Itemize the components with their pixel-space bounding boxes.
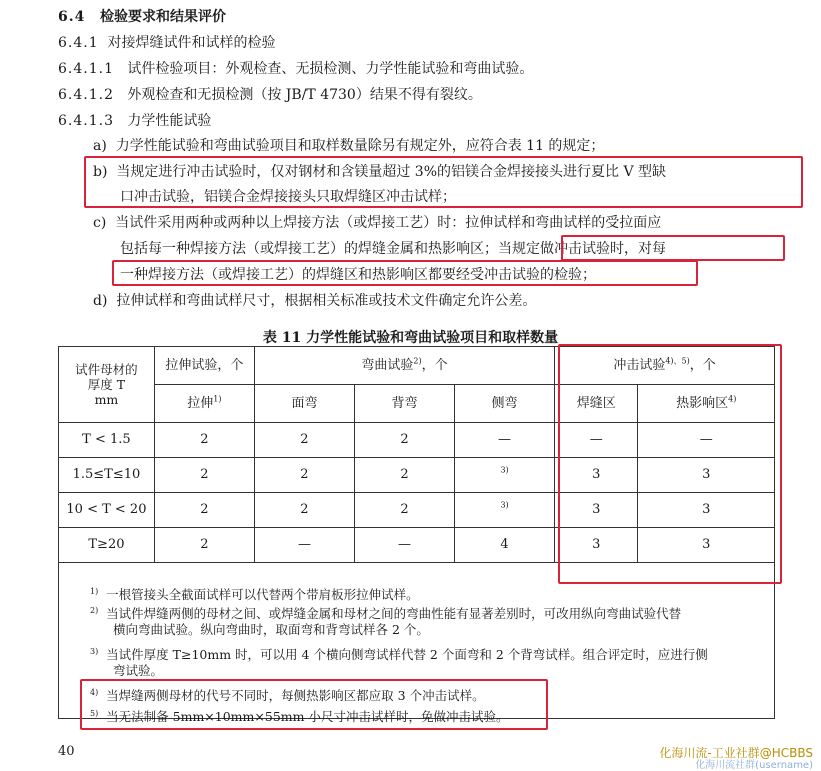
- cell-tensile: 2: [154, 423, 254, 458]
- item-label: d): [93, 293, 108, 309]
- cell-thickness: 10 < T < 20: [59, 493, 155, 528]
- cell-thickness: T≥20: [59, 528, 155, 563]
- cell-side-value: —: [498, 432, 512, 447]
- cell-haz: 3: [638, 528, 775, 563]
- page-number: 40: [58, 744, 75, 759]
- clause-text: 对接焊缝试件和试样的检验: [107, 35, 276, 51]
- cell-weld: 3: [555, 493, 638, 528]
- cell-haz: —: [638, 423, 775, 458]
- cell-weld: 3: [555, 458, 638, 493]
- header-bend-text: 弯曲试验: [361, 357, 414, 373]
- section-title: 检验要求和结果评价: [99, 9, 226, 25]
- clause-text: 试件检验项目：外观检查、无损检测、力学性能试验和弯曲试验。: [127, 61, 534, 77]
- item-text-highlight: 当规定做冲击试验时，对每: [498, 241, 666, 257]
- footnote-mark: 1): [90, 587, 99, 596]
- header-tensile-text: 拉伸: [187, 395, 214, 411]
- footnote-1: [90, 584, 419, 603]
- header-tensile-group: 拉伸试验，个: [154, 347, 254, 385]
- footnote-ref: 4): [728, 394, 737, 404]
- item-text: 当规定进行冲击试验时，仅对钢材和含镁量超过 3%的铝镁合金焊接接头进行夏比 V 型缺: [116, 164, 667, 180]
- footnote-3: [90, 644, 708, 663]
- cell-weld: —: [555, 423, 638, 458]
- clause-6-4-1: [58, 34, 276, 52]
- item-text: 拉伸试样和弯曲试样尺寸，根据相关标准或技术文件确定允许公差。: [116, 293, 537, 309]
- cell-face: 2: [254, 423, 354, 458]
- footnote-mark: 4): [90, 688, 99, 697]
- cell-haz: 3: [638, 458, 775, 493]
- table-title: 表 11 力学性能试验和弯曲试验项目和取样数量: [262, 330, 559, 346]
- item-b-line2: 口冲击试验，铝镁合金焊接接头只取焊缝区冲击试样；: [120, 189, 456, 205]
- header-weld-zone: 焊缝区: [555, 385, 638, 423]
- highlight-box-item-b: [84, 156, 803, 208]
- cell-tensile: 2: [154, 458, 254, 493]
- header-thickness-line: 试件母材的: [75, 362, 138, 377]
- clause-number: 6.4.1.3: [58, 113, 114, 129]
- cell-back: 2: [354, 458, 454, 493]
- cell-side: [455, 458, 555, 493]
- footnote-text: 一根管接头全截面试样可以代替两个带肩板形拉伸试样。: [106, 587, 419, 603]
- highlight-box-item-c-a: [561, 235, 785, 261]
- header-face-bend: 面弯: [254, 385, 354, 423]
- highlight-box-footnotes-4-5: [80, 679, 548, 730]
- cell-back: 2: [354, 423, 454, 458]
- item-label: b): [93, 164, 108, 180]
- clause-6-4-1-1: [58, 60, 533, 78]
- footnote-mark: 3): [90, 647, 99, 656]
- header-tensile: [154, 385, 254, 423]
- header-haz-text: 热影响区: [676, 395, 729, 411]
- clause-text: 外观检查和无损检测（按 JB/T 4730）结果不得有裂纹。: [127, 87, 482, 103]
- watermark: 化海川流-工业社群@HCBBS: [659, 746, 813, 760]
- item-text: 当试件采用两种或两种以上焊接方法（或焊接工艺）时：拉伸试样和弯曲试样的受拉面应: [115, 215, 662, 231]
- header-side-bend: 侧弯: [455, 385, 555, 423]
- cell-tensile: 2: [154, 493, 254, 528]
- footnote-text: 当试件厚度 T≥10mm 时，可以用 4 个横向侧弯试样代替 2 个面弯和 2 个背弯试样。组合评定时，应进行侧: [106, 647, 708, 663]
- footnote-ref: 2): [413, 356, 422, 366]
- cell-haz: 3: [638, 493, 775, 528]
- cell-weld: 3: [555, 528, 638, 563]
- footnote-mark: 2): [90, 606, 99, 615]
- footnote-text: 当试件焊缝两侧的母材之间、或焊缝金属和母材之间的弯曲性能有显著差别时，可改用纵向弯曲试验代替: [106, 606, 682, 622]
- cell-thickness: T < 1.5: [59, 423, 155, 458]
- footnote-mark: 5): [90, 709, 99, 718]
- footnote-text: 当焊缝两侧母材的代号不同时，每侧热影响区都应取 3 个冲击试样。: [106, 688, 485, 704]
- cell-side: [455, 423, 555, 458]
- footnote-ref: 1): [213, 394, 222, 404]
- cell-face: 2: [254, 493, 354, 528]
- cell-side: [455, 493, 555, 528]
- footnote-3-cont: 弯试验。: [113, 663, 164, 678]
- item-a: [93, 137, 604, 155]
- clause-6-4-1-3: [58, 112, 211, 130]
- clause-number: 6.4.1.1: [58, 61, 114, 77]
- header-thickness-line: mm: [94, 392, 119, 407]
- header-bend-group: [254, 347, 554, 385]
- section-number: 6.4: [58, 9, 86, 25]
- clause-number: 6.4.1: [58, 35, 99, 51]
- footnote-ref: 3): [500, 500, 509, 510]
- highlight-box-impact-columns: [558, 344, 782, 584]
- footnote-ref: 3): [500, 465, 509, 475]
- cell-back: 2: [354, 493, 454, 528]
- cell-side-value: 4: [500, 537, 509, 552]
- footnote-2: [90, 603, 681, 622]
- item-c-line1: [93, 214, 661, 232]
- clause-number: 6.4.1.2: [58, 87, 114, 103]
- item-text: 力学性能试验和弯曲试验项目和取样数量除另有规定外，应符合表 11 的规定；: [115, 138, 605, 154]
- footnote-ref: 4)、5): [665, 356, 690, 366]
- header-impact-unit: ，个: [689, 357, 716, 373]
- cell-face: 2: [254, 458, 354, 493]
- cell-side: [455, 528, 555, 563]
- clause-6-4-1-2: [58, 86, 482, 104]
- cell-tensile: 2: [154, 528, 254, 563]
- cell-face: —: [254, 528, 354, 563]
- clause-text: 力学性能试验: [127, 113, 212, 129]
- item-text: 包括每一种焊接方法（或焊接工艺）的焊缝金属和热影响区；: [120, 241, 498, 257]
- item-d: [93, 292, 536, 310]
- footnote-2-cont: 横向弯曲试验。纵向弯曲时，取面弯和背弯试样各 2 个。: [113, 622, 429, 637]
- highlight-box-item-c-b: [112, 260, 698, 286]
- watermark-sub: 化海川流社群(username): [695, 760, 813, 771]
- item-label: c): [93, 215, 107, 231]
- item-label: a): [93, 138, 107, 154]
- header-bend-unit: ，个: [421, 357, 448, 373]
- header-thickness: [59, 347, 155, 423]
- section-heading: [58, 8, 226, 26]
- item-c-line3: 一种焊接方法（或焊接工艺）的焊缝区和热影响区都要经受冲击试验的检验；: [120, 267, 596, 283]
- footnote-text: 当无法制备 5mm×10mm×55mm 小尺寸冲击试样时，免做冲击试验。: [106, 709, 509, 725]
- header-thickness-line: 厚度 T: [87, 377, 126, 392]
- header-impact-text: 冲击试验: [613, 357, 666, 373]
- cell-back: —: [354, 528, 454, 563]
- cell-thickness: 1.5≤T≤10: [59, 458, 155, 493]
- header-back-bend: 背弯: [354, 385, 454, 423]
